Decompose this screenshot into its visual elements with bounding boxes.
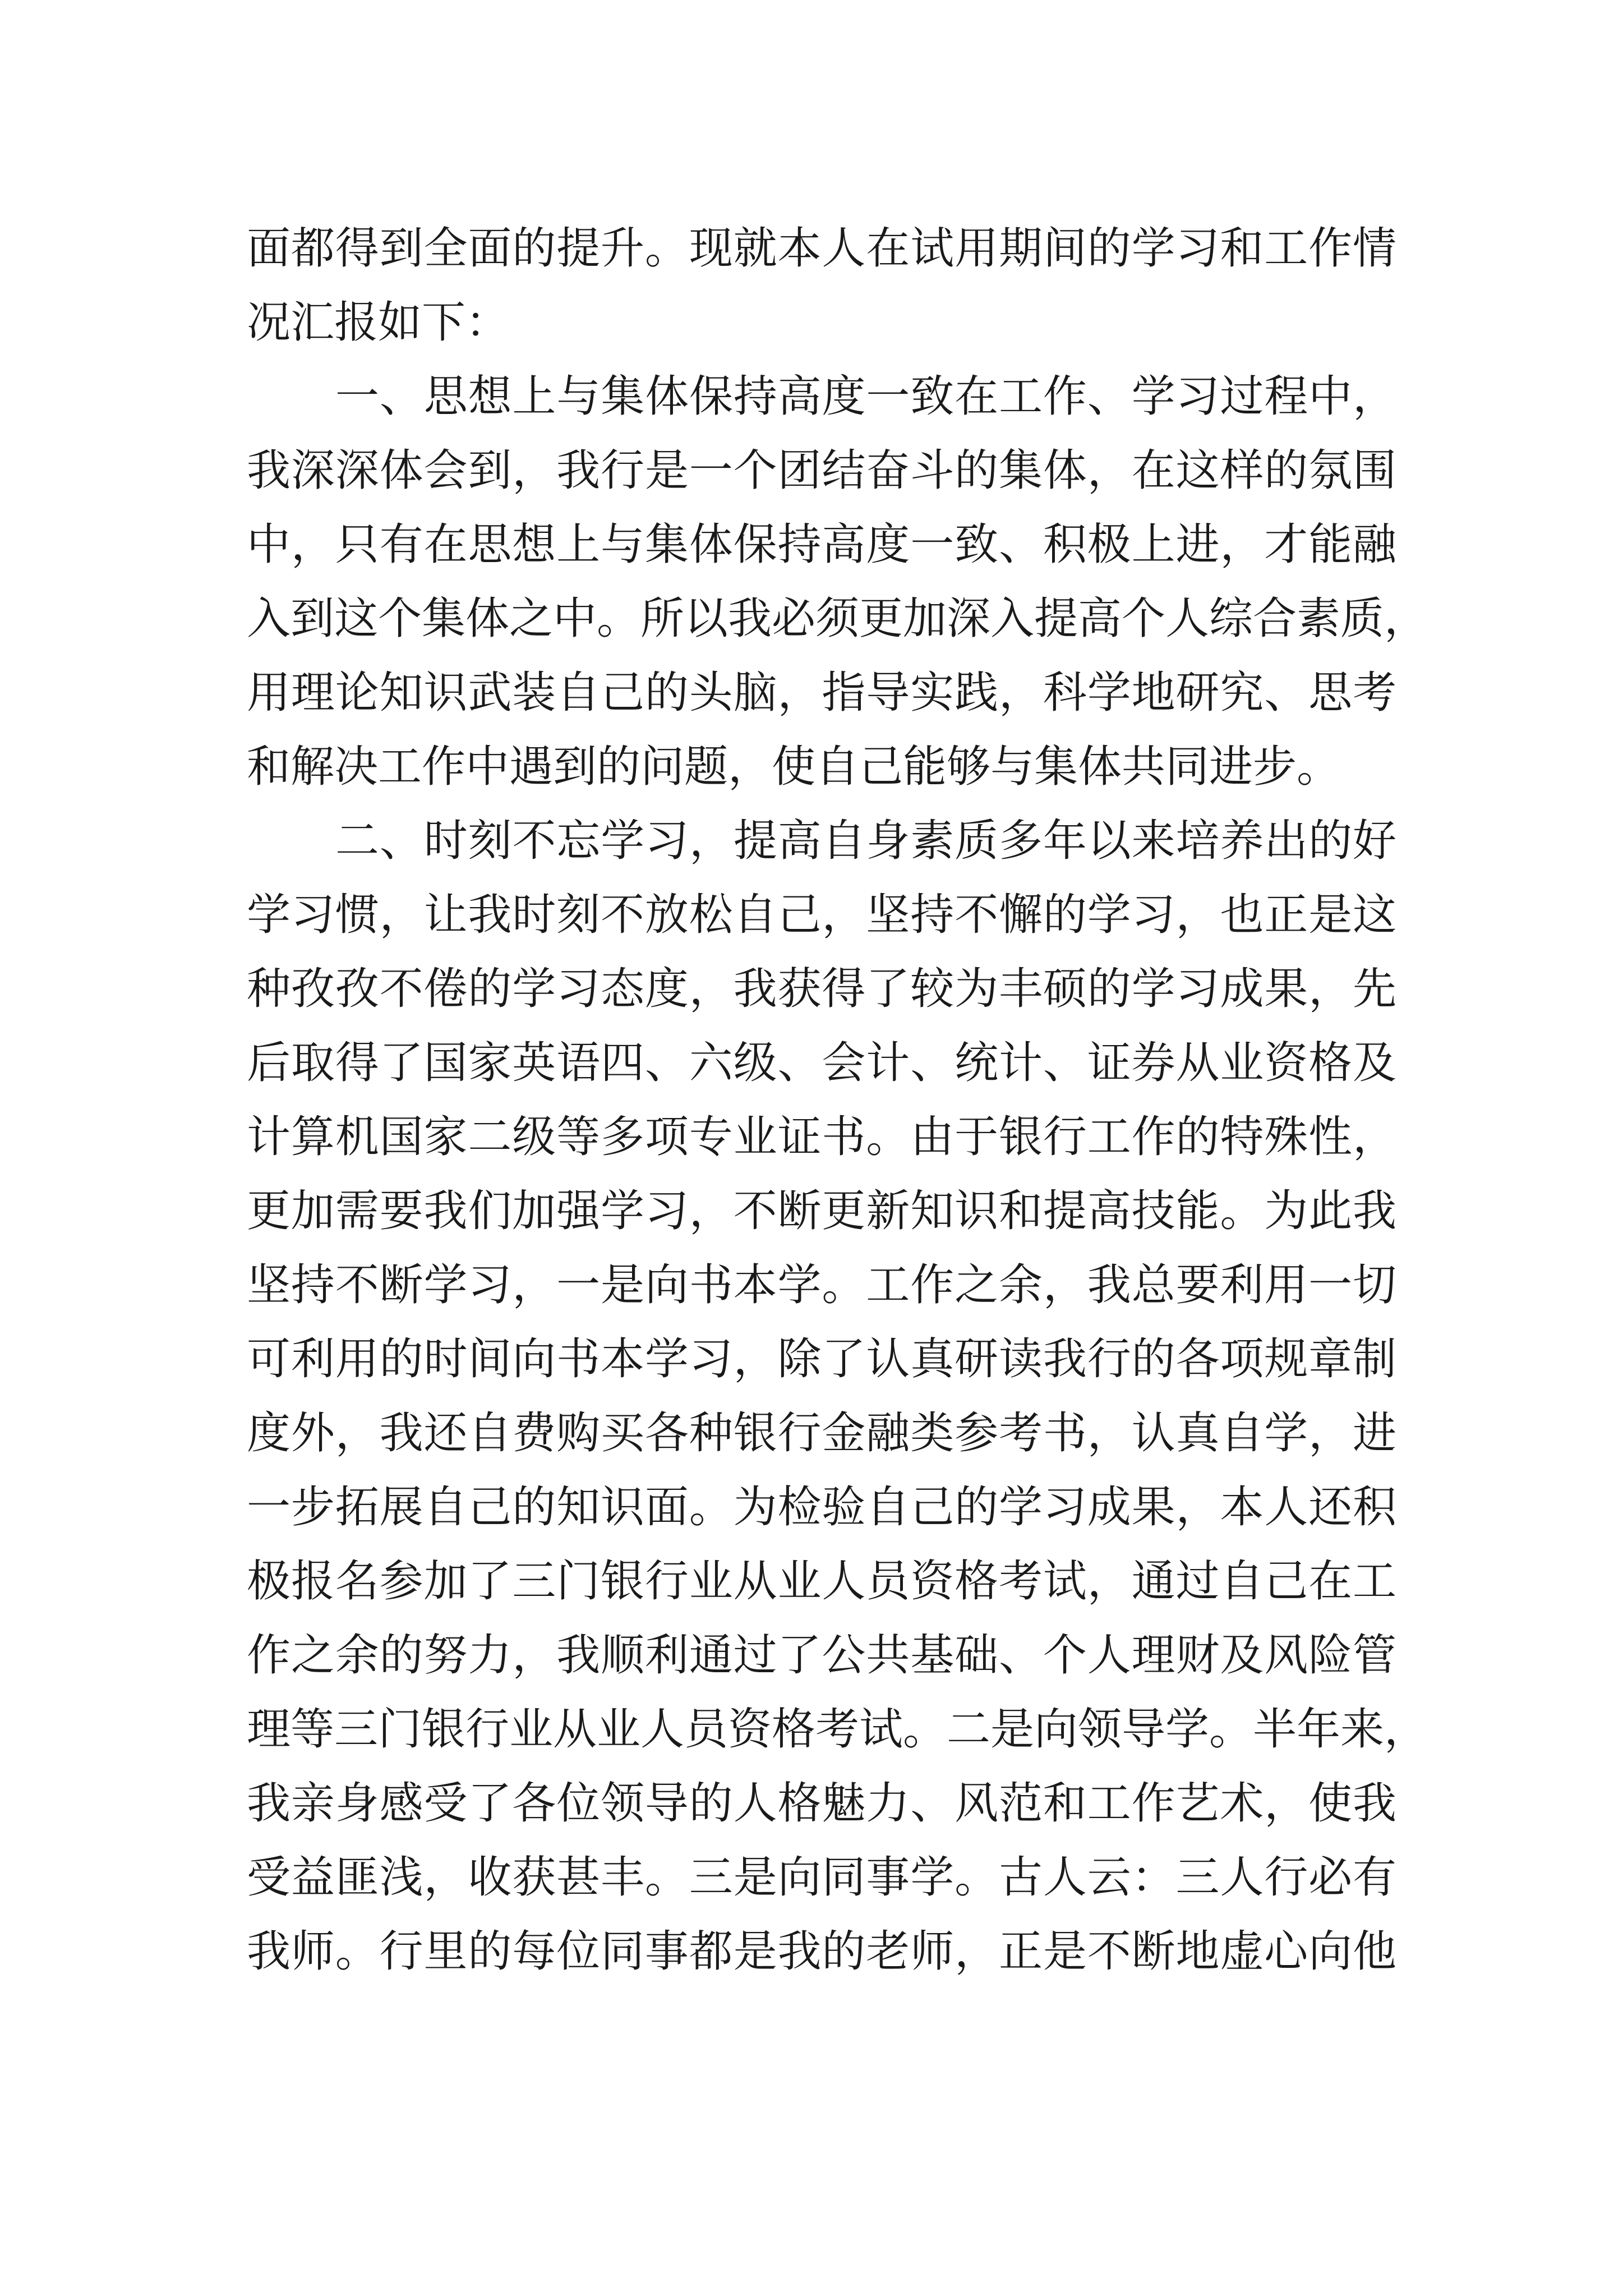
text-line: 坚持不断学习，一是向书本学。工作之余，我总要利用一切: [247, 1260, 1396, 1310]
text-line: 面都得到全面的提升。现就本人在试用期间的学习和工作情: [247, 223, 1396, 274]
text-line: 可利用的时间向书本学习，除了认真研读我行的各项规章制: [247, 1334, 1396, 1384]
text-line: 计算机国家二级等多项专业证书。由于银行工作的特殊性，: [247, 1112, 1396, 1162]
text-line: 况汇报如下：: [247, 297, 510, 348]
text-line: 理等三门银行业从业人员资格考试。二是向领导学。半年来，: [247, 1704, 1428, 1755]
text-line: 入到这个集体之中。所以我必须更加深入提高个人综合素质，: [247, 593, 1428, 644]
paragraph-start-line: 一、思想上与集体保持高度一致在工作、学习过程中，: [335, 371, 1396, 422]
text-line: 学习惯，让我时刻不放松自己，坚持不懈的学习，也正是这: [247, 890, 1396, 940]
text-line: 更加需要我们加强学习，不断更新知识和提高技能。为此我: [247, 1186, 1396, 1236]
text-line: 我深深体会到，我行是一个团结奋斗的集体，在这样的氛围: [247, 445, 1396, 496]
text-line: 受益匪浅，收获甚丰。三是向同事学。古人云：三人行必有: [247, 1852, 1396, 1903]
text-line: 后取得了国家英语四、六级、会计、统计、证券从业资格及: [247, 1038, 1396, 1088]
text-line: 种孜孜不倦的学习态度，我获得了较为丰硕的学习成果，先: [247, 964, 1396, 1014]
document-body: [247, 211, 1428, 1989]
text-line: 用理论知识武装自己的头脑，指导实践，科学地研究、思考: [247, 668, 1396, 718]
paragraph-start-line: 二、时刻不忘学习，提高自身素质多年以来培养出的好: [335, 816, 1396, 866]
text-line: 度外，我还自费购买各种银行金融类参考书，认真自学，进: [247, 1408, 1396, 1458]
text-line: 中，只有在思想上与集体保持高度一致、积极上进，才能融: [247, 519, 1396, 570]
text-line: 极报名参加了三门银行业从业人员资格考试，通过自己在工: [247, 1556, 1396, 1607]
text-line: 作之余的努力，我顺利通过了公共基础、个人理财及风险管: [247, 1630, 1396, 1681]
text-line: 我师。行里的每位同事都是我的老师，正是不断地虚心向他: [247, 1926, 1396, 1977]
text-line: 我亲身感受了各位领导的人格魅力、风范和工作艺术，使我: [247, 1778, 1396, 1829]
text-line: 一步拓展自己的知识面。为检验自己的学习成果，本人还积: [247, 1482, 1396, 1533]
text-line: 和解决工作中遇到的问题，使自己能够与集体共同进步。: [247, 742, 1341, 792]
